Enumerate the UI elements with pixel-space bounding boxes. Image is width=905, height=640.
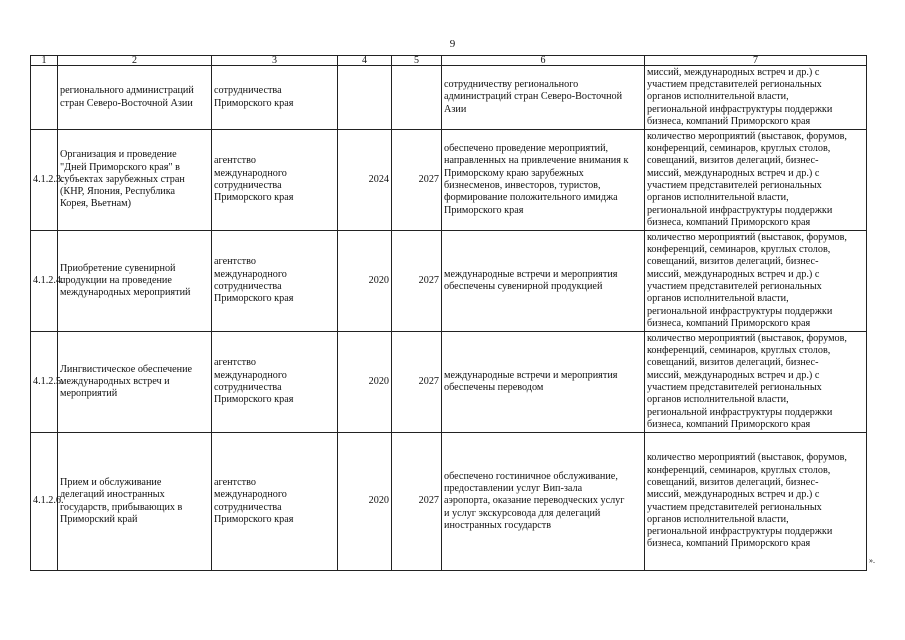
column-number: 7 xyxy=(645,56,867,66)
table-row xyxy=(31,433,867,571)
measure-indicator: количество мероприятий (выставок, форумов, конференций, семинаров, круглых столов, совещаний, визитов делегаций, бизнес- миссий, международных встреч и др.) с участием представителей региональных органов исполнительной власти, региональной инфраструктуры поддержки бизнеса, компаний Приморского края xyxy=(645,332,867,433)
measure-name: Приобретение сувенирной продукции на проведение международных мероприятий xyxy=(58,231,212,332)
measure-start-year xyxy=(338,66,392,130)
table-row xyxy=(31,130,867,231)
measure-end-year: 2027 xyxy=(392,433,442,571)
measure-result: международные встречи и мероприятия обеспечены сувенирной продукцией xyxy=(442,231,645,332)
measure-result: международные встречи и мероприятия обеспечены переводом xyxy=(442,332,645,433)
measure-result: сотрудничеству регионального администраций стран Северо-Восточной Азии xyxy=(442,66,645,130)
column-number: 4 xyxy=(338,56,392,66)
column-number-row xyxy=(31,56,867,66)
page-number: 9 xyxy=(449,38,456,50)
table-row xyxy=(31,231,867,332)
table-row xyxy=(31,66,867,130)
measure-id: 4.1.2.3. xyxy=(31,130,58,231)
measure-name: Лингвистическое обеспечение международных встреч и мероприятий xyxy=(58,332,212,433)
program-measures-table xyxy=(30,55,867,571)
measure-end-year: 2027 xyxy=(392,231,442,332)
measure-id: 4.1.2.5. xyxy=(31,332,58,433)
measure-indicator: миссий, международных встреч и др.) с участием представителей региональных органов исполнительной власти, региональной инфраструктуры поддержки бизнеса, компаний Приморского края xyxy=(645,66,867,130)
closing-quote-mark: ». xyxy=(869,556,875,565)
measure-result: обеспечено проведение мероприятий, направленных на привлечение внимания к Приморскому краю зарубежных бизнесменов, инвесторов, туристов, формирование положительного имиджа Приморского края xyxy=(442,130,645,231)
measure-executor: сотрудничества Приморского края xyxy=(212,66,338,130)
measure-indicator: количество мероприятий (выставок, форумов, конференций, семинаров, круглых столов, совещаний, визитов делегаций, бизнес- миссий, международных встреч и др.) с участием представителей региональных органов исполнительной власти, региональной инфраструктуры поддержки бизнеса, компаний Приморского края xyxy=(645,433,867,571)
table-row xyxy=(31,332,867,433)
measure-id: 4.1.2.6. xyxy=(31,433,58,571)
measure-indicator: количество мероприятий (выставок, форумов, конференций, семинаров, круглых столов, совещаний, визитов делегаций, бизнес- миссий, международных встреч и др.) с участием представителей региональных органов исполнительной власти, региональной инфраструктуры поддержки бизнеса, компаний Приморского края xyxy=(645,231,867,332)
column-number: 3 xyxy=(212,56,338,66)
measure-indicator: количество мероприятий (выставок, форумов, конференций, семинаров, круглых столов, совещаний, визитов делегаций, бизнес- миссий, международных встреч и др.) с участием представителей региональных органов исполнительной власти, региональной инфраструктуры поддержки бизнеса, компаний Приморского края xyxy=(645,130,867,231)
column-number: 2 xyxy=(58,56,212,66)
measure-executor: агентство международного сотрудничества Приморского края xyxy=(212,332,338,433)
column-number: 1 xyxy=(31,56,58,66)
measure-id xyxy=(31,66,58,130)
measure-start-year: 2024 xyxy=(338,130,392,231)
column-number: 5 xyxy=(392,56,442,66)
measure-name: регионального администраций стран Северо-Восточной Азии xyxy=(58,66,212,130)
measure-start-year: 2020 xyxy=(338,433,392,571)
measure-name: Прием и обслуживание делегаций иностранных государств, прибывающих в Приморский край xyxy=(58,433,212,571)
measure-start-year: 2020 xyxy=(338,332,392,433)
measure-result: обеспечено гостиничное обслуживание, предоставлении услуг Вип-зала аэропорта, оказание переводческих услуг и услуг экскурсовода для делегаций иностранных государств xyxy=(442,433,645,571)
measure-start-year: 2020 xyxy=(338,231,392,332)
measure-executor: агентство международного сотрудничества Приморского края xyxy=(212,433,338,571)
measure-end-year xyxy=(392,66,442,130)
measure-executor: агентство международного сотрудничества Приморского края xyxy=(212,130,338,231)
measure-end-year: 2027 xyxy=(392,130,442,231)
column-number: 6 xyxy=(442,56,645,66)
measure-executor: агентство международного сотрудничества Приморского края xyxy=(212,231,338,332)
measure-name: Организация и проведение "Дней Приморского края" в субъектах зарубежных стран (КНР, Япония, Республика Корея, Вьетнам) xyxy=(58,130,212,231)
measure-id: 4.1.2.4. xyxy=(31,231,58,332)
measure-end-year: 2027 xyxy=(392,332,442,433)
